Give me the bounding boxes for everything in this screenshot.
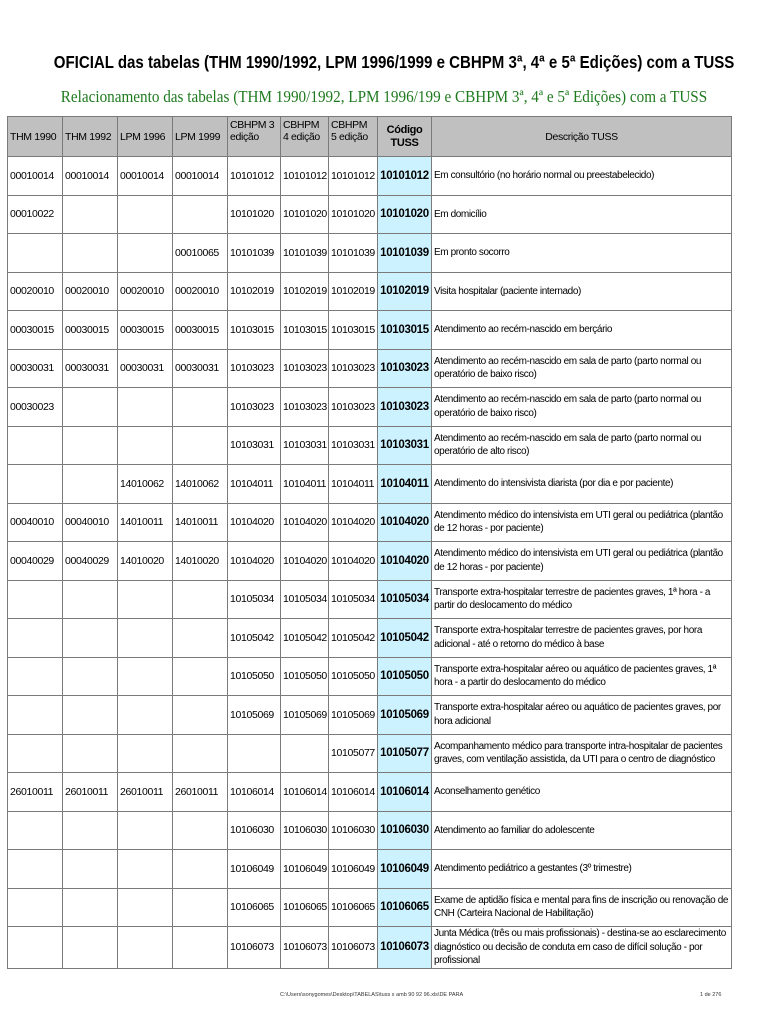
cell-lpm1999: 14010062 <box>173 465 228 504</box>
cell-descricao-tuss: Em domicílio <box>432 195 732 234</box>
cell-cbhpm5: 10104020 <box>329 503 378 542</box>
cell-lpm1996: 00010014 <box>118 157 173 196</box>
cell-thm1990: 26010011 <box>8 773 63 812</box>
cell-lpm1999 <box>173 888 228 927</box>
col-header-cbhpm5: CBHPM 5 edição <box>329 117 378 157</box>
cell-lpm1996: 00030015 <box>118 311 173 350</box>
cell-descricao-tuss: Atendimento ao familiar do adolescente <box>432 811 732 850</box>
cell-lpm1996 <box>118 696 173 735</box>
table-row <box>8 195 732 234</box>
cell-descricao-tuss: Aconselhamento genético <box>432 773 732 812</box>
cell-cbhpm5: 10106014 <box>329 773 378 812</box>
cell-codigo-tuss: 10105050 <box>378 657 432 696</box>
cell-lpm1996 <box>118 619 173 658</box>
cell-thm1992 <box>63 811 118 850</box>
cell-cbhpm3: 10106073 <box>228 927 281 969</box>
cell-cbhpm5: 10106073 <box>329 927 378 969</box>
cell-codigo-tuss: 10101012 <box>378 157 432 196</box>
table-row <box>8 888 732 927</box>
col-header-descricao-tuss: Descrição TUSS <box>432 117 732 157</box>
page-subtitle: Relacionamento das tabelas (THM 1990/1992, LPM 1996/199 e CBHPM 3ª, 4ª e 5ª Edições) com a TUSS <box>60 87 708 106</box>
cell-cbhpm3: 10105042 <box>228 619 281 658</box>
cell-thm1992 <box>63 195 118 234</box>
cell-thm1992 <box>63 734 118 773</box>
cell-codigo-tuss: 10105034 <box>378 580 432 619</box>
col-header-cbhpm4: CBHPM 4 edição <box>281 117 329 157</box>
cell-descricao-tuss: Exame de aptidão física e mental para fins de inscrição ou renovação de CNH (Carteira Nacional de Habilitação) <box>432 888 732 927</box>
cell-cbhpm4 <box>281 734 329 773</box>
cell-cbhpm4: 10101012 <box>281 157 329 196</box>
cell-thm1992: 26010011 <box>63 773 118 812</box>
cell-thm1992 <box>63 580 118 619</box>
cell-cbhpm4: 10101020 <box>281 195 329 234</box>
cell-lpm1996 <box>118 388 173 427</box>
cell-lpm1996 <box>118 927 173 969</box>
cell-codigo-tuss: 10101020 <box>378 195 432 234</box>
cell-cbhpm3: 10106030 <box>228 811 281 850</box>
cell-lpm1996: 00030031 <box>118 349 173 388</box>
cell-thm1990 <box>8 927 63 969</box>
cell-cbhpm5: 10106049 <box>329 850 378 889</box>
cell-thm1990 <box>8 580 63 619</box>
cell-lpm1999 <box>173 811 228 850</box>
cell-codigo-tuss: 10105077 <box>378 734 432 773</box>
cell-cbhpm5: 10105034 <box>329 580 378 619</box>
cell-thm1992: 00040010 <box>63 503 118 542</box>
cell-codigo-tuss: 10103023 <box>378 349 432 388</box>
cell-thm1992 <box>63 850 118 889</box>
cell-lpm1996: 14010020 <box>118 542 173 581</box>
cell-thm1992: 00030015 <box>63 311 118 350</box>
cell-lpm1996: 14010011 <box>118 503 173 542</box>
cell-cbhpm4: 10102019 <box>281 272 329 311</box>
cell-cbhpm3: 10101012 <box>228 157 281 196</box>
table-row <box>8 696 732 735</box>
table-row <box>8 465 732 504</box>
cell-cbhpm4: 10106065 <box>281 888 329 927</box>
cell-cbhpm5: 10105077 <box>329 734 378 773</box>
cell-codigo-tuss: 10106030 <box>378 811 432 850</box>
cell-descricao-tuss: Atendimento médico do intensivista em UTI geral ou pediátrica (plantão de 12 horas - por paciente) <box>432 503 732 542</box>
cell-thm1992 <box>63 465 118 504</box>
table-row <box>8 311 732 350</box>
cell-thm1992 <box>63 619 118 658</box>
cell-lpm1996 <box>118 811 173 850</box>
cell-cbhpm4: 10105069 <box>281 696 329 735</box>
cell-lpm1999 <box>173 850 228 889</box>
cell-lpm1999: 00010014 <box>173 157 228 196</box>
cell-thm1990 <box>8 734 63 773</box>
cell-descricao-tuss: Atendimento do intensivista diarista (por dia e por paciente) <box>432 465 732 504</box>
cell-codigo-tuss: 10103031 <box>378 426 432 465</box>
table-row <box>8 426 732 465</box>
header-row <box>8 117 732 157</box>
cell-cbhpm3: 10104020 <box>228 542 281 581</box>
cell-cbhpm4: 10103023 <box>281 349 329 388</box>
cell-thm1992 <box>63 426 118 465</box>
cell-cbhpm3: 10104020 <box>228 503 281 542</box>
table-row <box>8 503 732 542</box>
cell-descricao-tuss: Atendimento médico do intensivista em UTI geral ou pediátrica (plantão de 12 horas - por paciente) <box>432 542 732 581</box>
cell-descricao-tuss: Atendimento ao recém-nascido em sala de parto (parto normal ou operatório de alto risco) <box>432 426 732 465</box>
cell-cbhpm4: 10104020 <box>281 542 329 581</box>
cell-codigo-tuss: 10103015 <box>378 311 432 350</box>
cell-lpm1999: 26010011 <box>173 773 228 812</box>
cell-cbhpm5: 10103023 <box>329 349 378 388</box>
cell-thm1992 <box>63 657 118 696</box>
cell-cbhpm3: 10105069 <box>228 696 281 735</box>
cell-cbhpm4: 10106049 <box>281 850 329 889</box>
cell-cbhpm5: 10101039 <box>329 234 378 273</box>
table-row <box>8 657 732 696</box>
table-row <box>8 734 732 773</box>
cell-thm1990 <box>8 465 63 504</box>
cell-thm1990 <box>8 426 63 465</box>
cell-descricao-tuss: Transporte extra-hospitalar terrestre de pacientes graves, por hora adicional - até o retorno do médico à base <box>432 619 732 658</box>
cell-codigo-tuss: 10102019 <box>378 272 432 311</box>
cell-lpm1999: 14010011 <box>173 503 228 542</box>
cell-lpm1996: 14010062 <box>118 465 173 504</box>
cell-cbhpm4: 10101039 <box>281 234 329 273</box>
cell-lpm1999: 00010065 <box>173 234 228 273</box>
cell-lpm1999 <box>173 927 228 969</box>
cell-cbhpm4: 10104020 <box>281 503 329 542</box>
cell-lpm1996 <box>118 850 173 889</box>
cell-lpm1996 <box>118 580 173 619</box>
cell-thm1992 <box>63 888 118 927</box>
table-row <box>8 157 732 196</box>
cell-thm1992: 00010014 <box>63 157 118 196</box>
cell-cbhpm3 <box>228 734 281 773</box>
cell-codigo-tuss: 10105069 <box>378 696 432 735</box>
cell-lpm1996: 26010011 <box>118 773 173 812</box>
cell-cbhpm4: 10103015 <box>281 311 329 350</box>
cell-cbhpm3: 10101039 <box>228 234 281 273</box>
cell-descricao-tuss: Atendimento ao recém-nascido em sala de parto (parto normal ou operatório de baixo risco) <box>432 388 732 427</box>
cell-descricao-tuss: Acompanhamento médico para transporte intra-hospitalar de pacientes graves, com ventilação assistida, da UTI para o centro de diagnóstico <box>432 734 732 773</box>
table-row <box>8 272 732 311</box>
cell-cbhpm3: 10101020 <box>228 195 281 234</box>
cell-cbhpm3: 10106065 <box>228 888 281 927</box>
cell-cbhpm5: 10105050 <box>329 657 378 696</box>
cell-codigo-tuss: 10104020 <box>378 503 432 542</box>
cell-cbhpm3: 10103023 <box>228 388 281 427</box>
cell-lpm1999 <box>173 619 228 658</box>
cell-cbhpm4: 10106073 <box>281 927 329 969</box>
cell-lpm1996: 00020010 <box>118 272 173 311</box>
cell-lpm1999: 00030015 <box>173 311 228 350</box>
cell-lpm1996 <box>118 234 173 273</box>
cell-lpm1999 <box>173 734 228 773</box>
cell-thm1992 <box>63 234 118 273</box>
cell-cbhpm3: 10103023 <box>228 349 281 388</box>
cell-cbhpm5: 10105069 <box>329 696 378 735</box>
cell-descricao-tuss: Transporte extra-hospitalar aéreo ou aquático de pacientes graves, 1ª hora - a partir do deslocamento do médico <box>432 657 732 696</box>
cell-cbhpm4: 10105034 <box>281 580 329 619</box>
cell-cbhpm3: 10103015 <box>228 311 281 350</box>
cell-lpm1999 <box>173 195 228 234</box>
cell-thm1990: 00030031 <box>8 349 63 388</box>
col-header-lpm1999: LPM 1999 <box>173 117 228 157</box>
cell-thm1992 <box>63 388 118 427</box>
cell-lpm1999: 00020010 <box>173 272 228 311</box>
cell-thm1990: 00010022 <box>8 195 63 234</box>
cell-lpm1999 <box>173 388 228 427</box>
cell-cbhpm4: 10105050 <box>281 657 329 696</box>
cell-thm1990 <box>8 234 63 273</box>
cell-thm1990: 00040029 <box>8 542 63 581</box>
cell-thm1992: 00020010 <box>63 272 118 311</box>
cell-cbhpm5: 10101012 <box>329 157 378 196</box>
cell-cbhpm4: 10104011 <box>281 465 329 504</box>
cell-descricao-tuss: Atendimento ao recém-nascido em sala de parto (parto normal ou operatório de baixo risco) <box>432 349 732 388</box>
cell-cbhpm3: 10105034 <box>228 580 281 619</box>
cell-thm1990 <box>8 850 63 889</box>
cell-descricao-tuss: Transporte extra-hospitalar terrestre de pacientes graves, 1ª hora - a partir do deslocamento do médico <box>432 580 732 619</box>
cell-cbhpm3: 10106049 <box>228 850 281 889</box>
cell-codigo-tuss: 10106049 <box>378 850 432 889</box>
col-header-cbhpm3: CBHPM 3 edição <box>228 117 281 157</box>
cell-lpm1999 <box>173 580 228 619</box>
cell-cbhpm5: 10104011 <box>329 465 378 504</box>
cell-cbhpm5: 10106030 <box>329 811 378 850</box>
cell-cbhpm5: 10101020 <box>329 195 378 234</box>
cell-lpm1996 <box>118 426 173 465</box>
cell-cbhpm3: 10103031 <box>228 426 281 465</box>
cell-cbhpm5: 10106065 <box>329 888 378 927</box>
cell-descricao-tuss: Em consultório (no horário normal ou preestabelecido) <box>432 157 732 196</box>
cell-lpm1999: 14010020 <box>173 542 228 581</box>
cell-codigo-tuss: 10106014 <box>378 773 432 812</box>
cell-lpm1996 <box>118 657 173 696</box>
footer-page-number: 1 de 276 <box>700 992 722 998</box>
cell-thm1990 <box>8 696 63 735</box>
cell-descricao-tuss: Visita hospitalar (paciente internado) <box>432 272 732 311</box>
cell-thm1990: 00040010 <box>8 503 63 542</box>
cell-lpm1996 <box>118 734 173 773</box>
col-header-codigo-tuss: Código TUSS <box>378 117 432 157</box>
cell-descricao-tuss: Junta Médica (três ou mais profissionais) - destina-se ao esclarecimento diagnóstico ou decisão de conduta em caso de difícil solução - por profissional <box>432 927 732 969</box>
cell-lpm1999 <box>173 426 228 465</box>
col-header-thm1992: THM 1992 <box>63 117 118 157</box>
cell-codigo-tuss: 10106065 <box>378 888 432 927</box>
cell-lpm1999 <box>173 696 228 735</box>
cell-codigo-tuss: 10105042 <box>378 619 432 658</box>
cell-descricao-tuss: Transporte extra-hospitalar aéreo ou aquático de pacientes graves, por hora adicional <box>432 696 732 735</box>
table-row <box>8 349 732 388</box>
cell-lpm1996 <box>118 888 173 927</box>
cell-lpm1999 <box>173 657 228 696</box>
cell-codigo-tuss: 10104011 <box>378 465 432 504</box>
col-header-lpm1996: LPM 1996 <box>118 117 173 157</box>
cell-codigo-tuss: 10106073 <box>378 927 432 969</box>
cell-cbhpm3: 10104011 <box>228 465 281 504</box>
cell-descricao-tuss: Atendimento pediátrico a gestantes (3º trimestre) <box>432 850 732 889</box>
cell-codigo-tuss: 10104020 <box>378 542 432 581</box>
cell-thm1990: 00030023 <box>8 388 63 427</box>
table-row <box>8 580 732 619</box>
cell-thm1990 <box>8 811 63 850</box>
table-row <box>8 811 732 850</box>
cell-cbhpm3: 10106014 <box>228 773 281 812</box>
cell-thm1990 <box>8 657 63 696</box>
cell-thm1992 <box>63 927 118 969</box>
cell-codigo-tuss: 10101039 <box>378 234 432 273</box>
cell-lpm1996 <box>118 195 173 234</box>
table-row <box>8 850 732 889</box>
cell-thm1990 <box>8 888 63 927</box>
cell-descricao-tuss: Atendimento ao recém-nascido em berçário <box>432 311 732 350</box>
cell-thm1992 <box>63 696 118 735</box>
cell-cbhpm5: 10105042 <box>329 619 378 658</box>
cell-cbhpm3: 10105050 <box>228 657 281 696</box>
table-row <box>8 619 732 658</box>
cell-thm1990: 00020010 <box>8 272 63 311</box>
table-row <box>8 388 732 427</box>
cell-cbhpm5: 10104020 <box>329 542 378 581</box>
cell-cbhpm4: 10106014 <box>281 773 329 812</box>
footer-file-path: C:\Users\sonygomes\Desktop\TABELAS\tuss x amb 90 92 96.xls\DE PARA <box>280 992 464 998</box>
table-row <box>8 927 732 969</box>
page-title: OFICIAL das tabelas (THM 1990/1992, LPM 1996/1999 e CBHPM 3ª, 4ª e 5ª Edições) com a TUSS <box>53 52 735 72</box>
cell-thm1992: 00030031 <box>63 349 118 388</box>
cell-thm1992: 00040029 <box>63 542 118 581</box>
cell-cbhpm4: 10105042 <box>281 619 329 658</box>
table-row <box>8 234 732 273</box>
cell-thm1990: 00030015 <box>8 311 63 350</box>
mapping-table <box>7 116 732 969</box>
cell-cbhpm3: 10102019 <box>228 272 281 311</box>
cell-cbhpm4: 10103023 <box>281 388 329 427</box>
cell-cbhpm5: 10102019 <box>329 272 378 311</box>
cell-codigo-tuss: 10103023 <box>378 388 432 427</box>
cell-cbhpm5: 10103023 <box>329 388 378 427</box>
cell-descricao-tuss: Em pronto socorro <box>432 234 732 273</box>
cell-thm1990: 00010014 <box>8 157 63 196</box>
col-header-thm1990: THM 1990 <box>8 117 63 157</box>
cell-cbhpm5: 10103031 <box>329 426 378 465</box>
cell-lpm1999: 00030031 <box>173 349 228 388</box>
table-row <box>8 542 732 581</box>
cell-thm1990 <box>8 619 63 658</box>
cell-cbhpm5: 10103015 <box>329 311 378 350</box>
cell-cbhpm4: 10103031 <box>281 426 329 465</box>
cell-cbhpm4: 10106030 <box>281 811 329 850</box>
table-row <box>8 773 732 812</box>
